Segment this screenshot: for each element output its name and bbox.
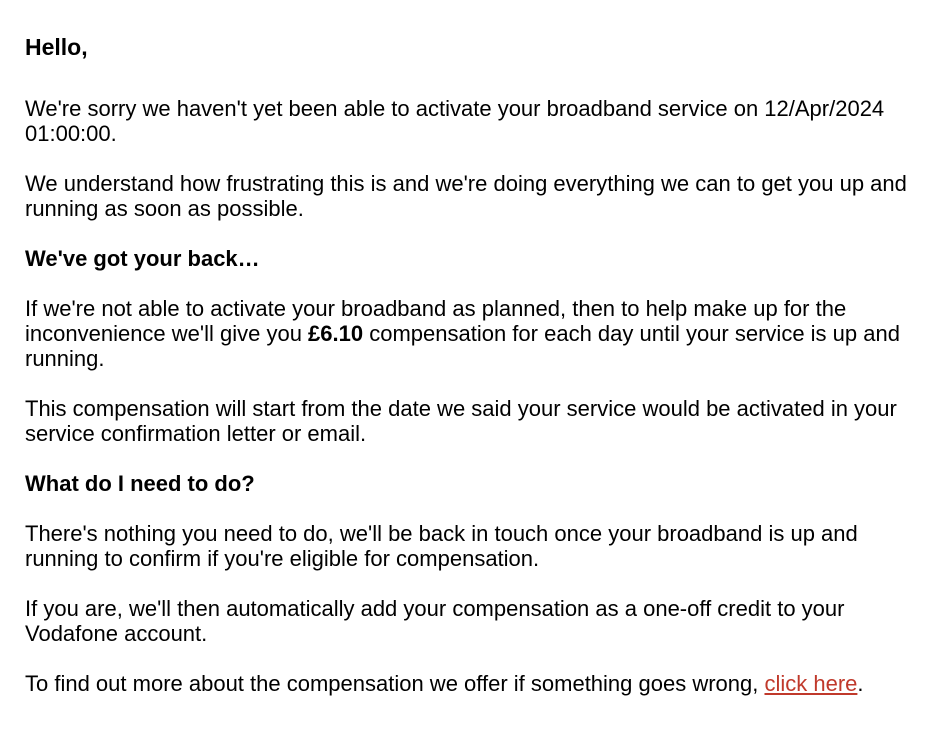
find-out-more-paragraph: [25, 671, 910, 696]
compensation-offer-text-start: If we're not able to activate your broadband as planned, then to help make up for the inconvenience we'll give you: [25, 296, 847, 346]
find-out-more-text: To find out more about the compensation we offer if something goes wrong,: [25, 671, 765, 696]
click-here-link[interactable]: click here: [764, 671, 858, 696]
compensation-start-paragraph: This compensation will start from the date we said your service would be activated in your service confirmation letter or email.: [25, 396, 897, 446]
credit-paragraph: If you are, we'll then automatically add your compensation as a one-off credit to your Vodafone account.: [25, 596, 845, 646]
compensation-amount: £6.10: [308, 321, 364, 346]
apology-paragraph: We understand how frustrating this is and we're doing everything we can to get you up and running as soon as possible.: [25, 171, 907, 221]
compensation-offer-paragraph: [25, 296, 910, 371]
greeting-heading: Hello,: [25, 34, 88, 60]
compensation-offer-text-end: compensation for each day until your service is up and running.: [25, 321, 900, 371]
got-your-back-heading: We've got your back…: [25, 246, 260, 271]
nothing-to-do-paragraph: There's nothing you need to do, we'll be back in touch once your broadband is up and running to confirm if you're eligible for compensation.: [25, 521, 858, 571]
find-out-more-period: .: [857, 671, 864, 696]
activation-delay-paragraph: We're sorry we haven't yet been able to activate your broadband service on 12/Apr/2024 01:00:00.: [25, 96, 885, 146]
what-to-do-heading: What do I need to do?: [25, 471, 255, 496]
